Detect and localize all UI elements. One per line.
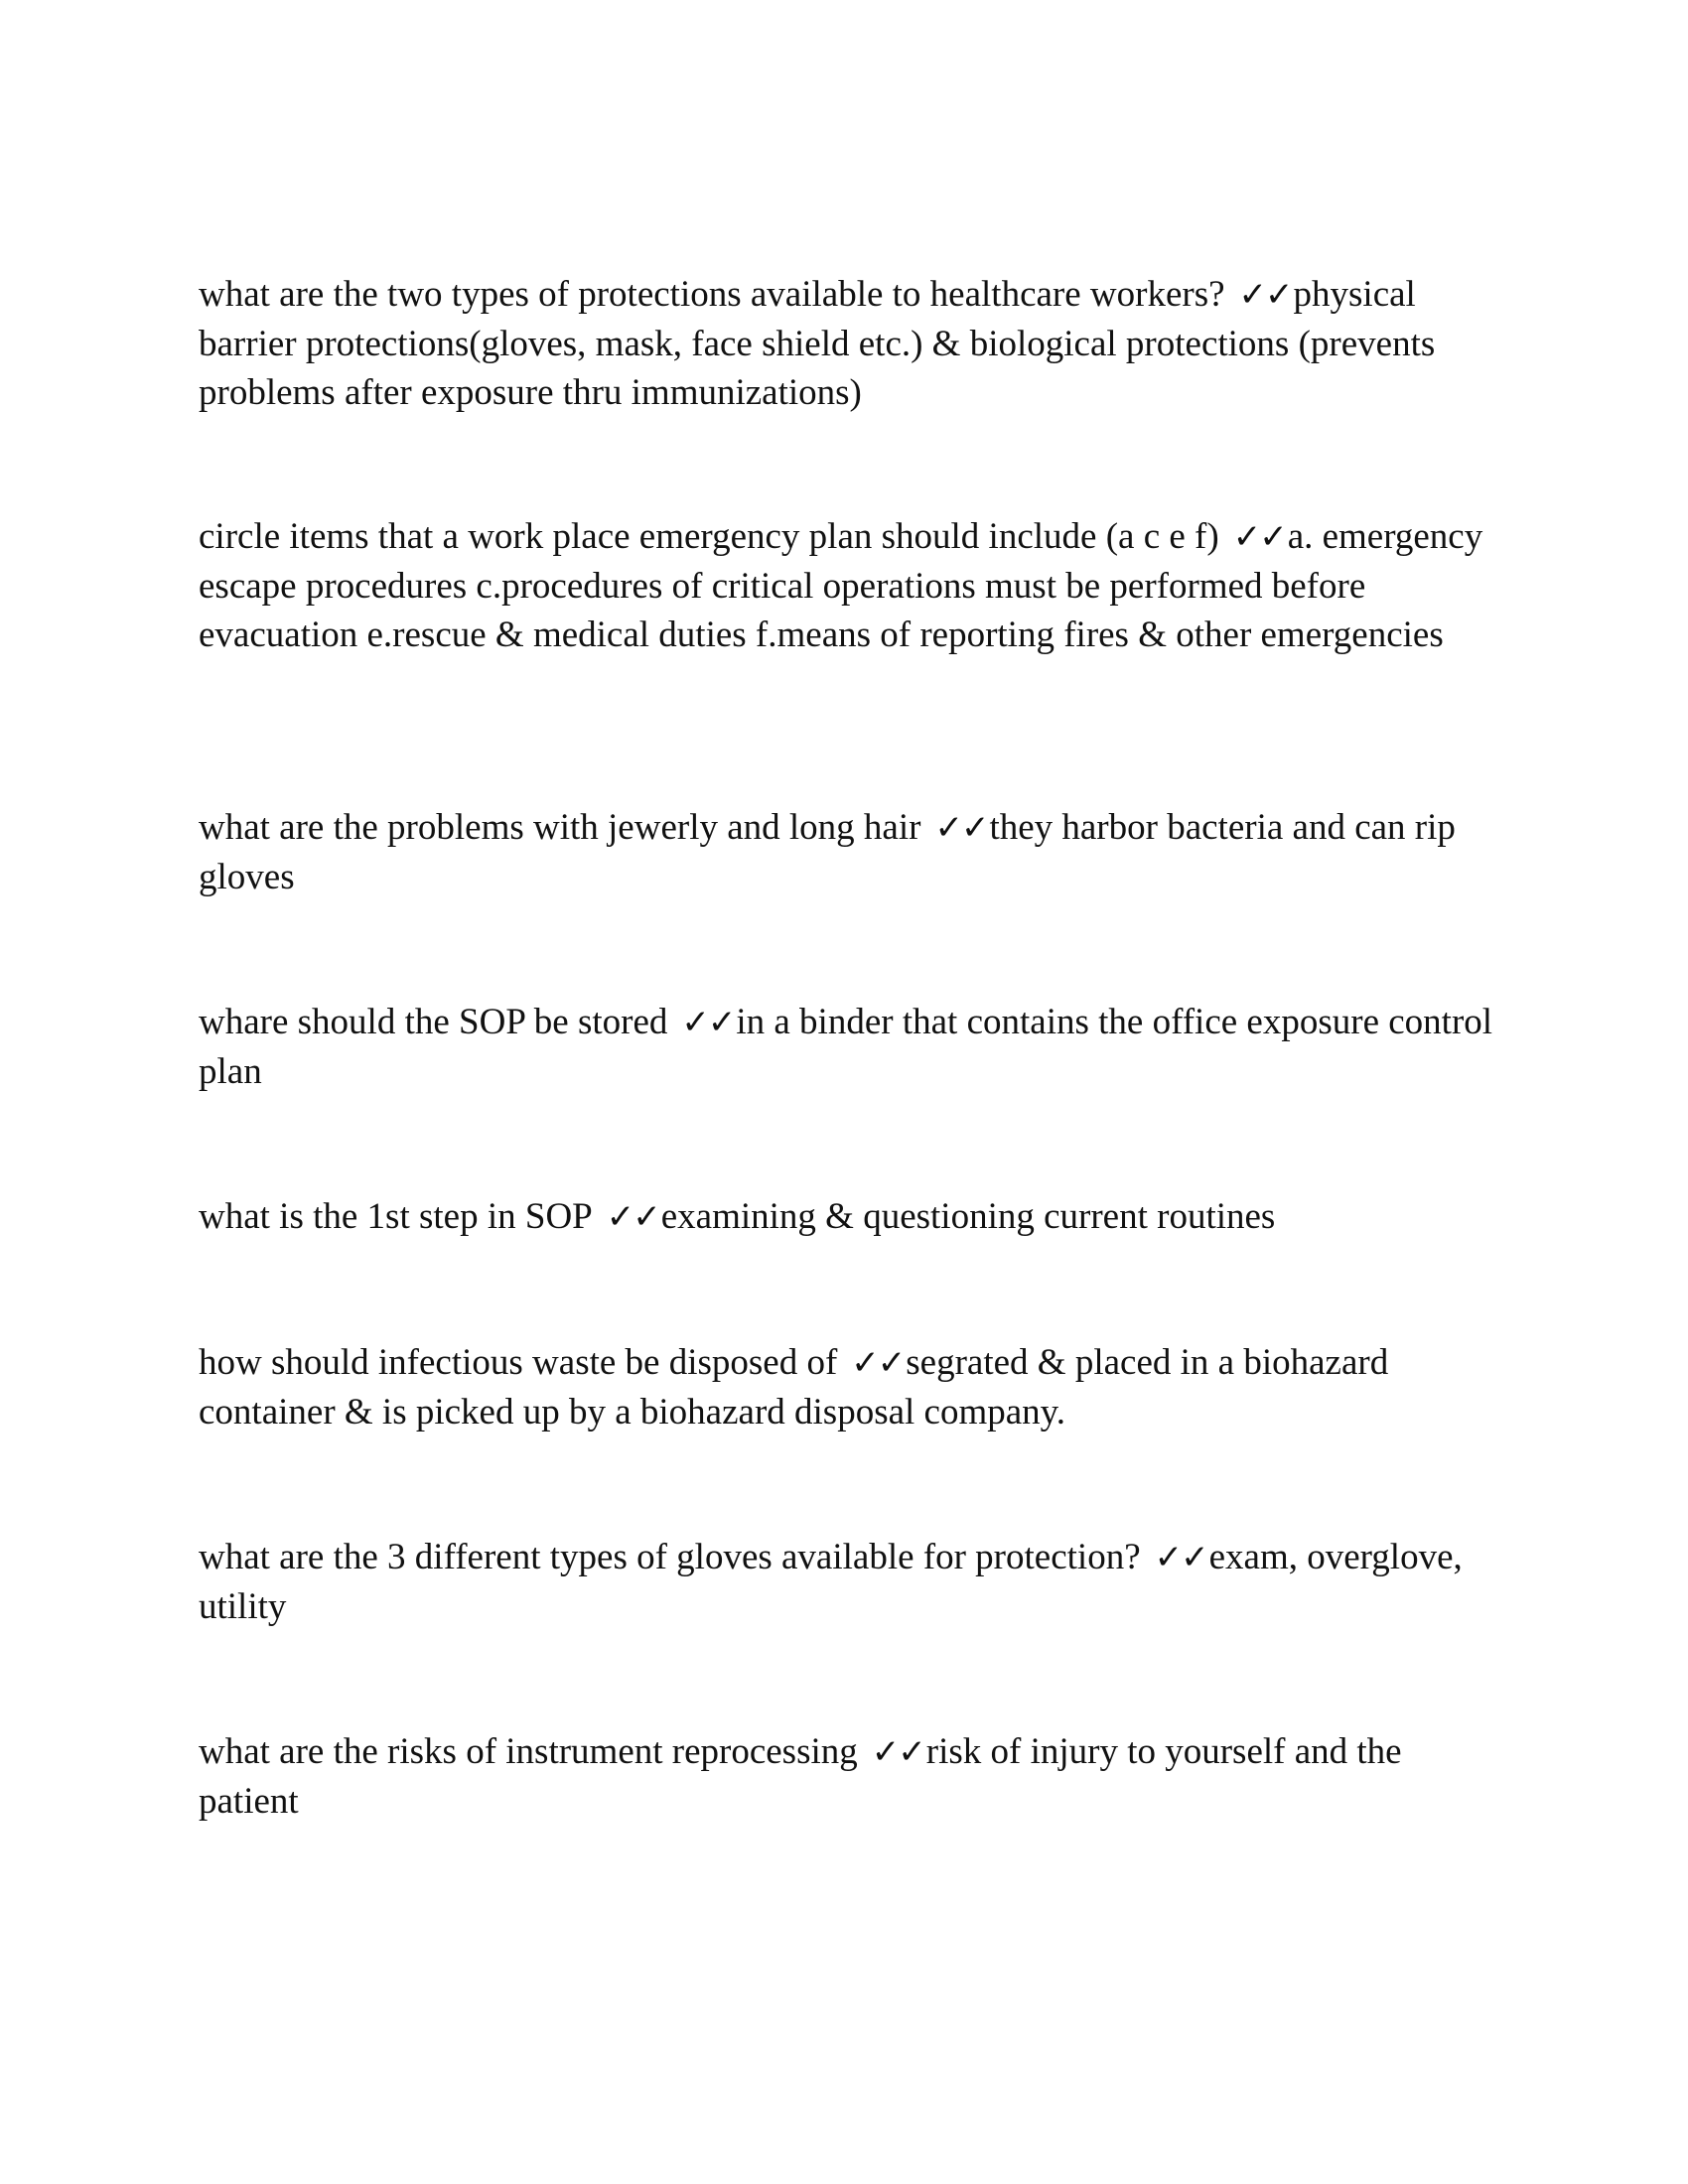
qa-item [199,1533,1499,1631]
qa-item [199,1192,1499,1242]
double-check-icon: ✓✓ [606,1197,659,1237]
qa-item [199,270,1499,417]
double-check-icon: ✓✓ [1238,275,1292,315]
qa-item [199,998,1499,1096]
question-text: what are the two types of protections available to healthcare workers? [199,274,1225,315]
double-check-icon: ✓✓ [681,1003,735,1042]
answer-text: segrated & placed in a biohazard container & is picked up by a biohazard disposal company. [199,1342,1389,1433]
question-text: what are the risks of instrument reprocessing [199,1731,858,1772]
question-text: what are the problems with jewerly and long hair [199,807,921,848]
question-text: circle items that a work place emergency plan should include (a c e f) [199,516,1219,557]
qa-item [199,1727,1499,1826]
answer-text: physical barrier protections(gloves, mask, face shield etc.) & biological protections (prevents problems after exposure thru immunizations) [199,274,1436,413]
qa-item [199,1338,1499,1436]
question-text: what are the 3 different types of gloves available for protection? [199,1537,1141,1577]
answer-text: risk of injury to yourself and the patient [199,1731,1402,1822]
question-text: how should infectious waste be disposed of [199,1342,838,1383]
answer-text: exam, overglove, utility [199,1537,1463,1627]
question-text: what is the 1st step in SOP [199,1196,593,1237]
answer-text: in a binder that contains the office exposure control plan [199,1002,1493,1092]
question-text: whare should the SOP be stored [199,1002,668,1042]
double-check-icon: ✓✓ [1232,517,1286,557]
qa-item [199,512,1499,659]
double-check-icon: ✓✓ [1154,1538,1207,1577]
double-check-icon: ✓✓ [934,808,988,848]
answer-text: examining & questioning current routines [660,1196,1276,1237]
double-check-icon: ✓✓ [851,1343,905,1383]
double-check-icon: ✓✓ [871,1732,924,1772]
answer-text: a. emergency escape procedures c.procedures of critical operations must be performed before evacuation e.rescue & medical duties f.means of reporting fires & other emergencies [199,516,1483,655]
qa-item [199,803,1499,901]
answer-text: they harbor bacteria and can rip gloves [199,807,1456,897]
